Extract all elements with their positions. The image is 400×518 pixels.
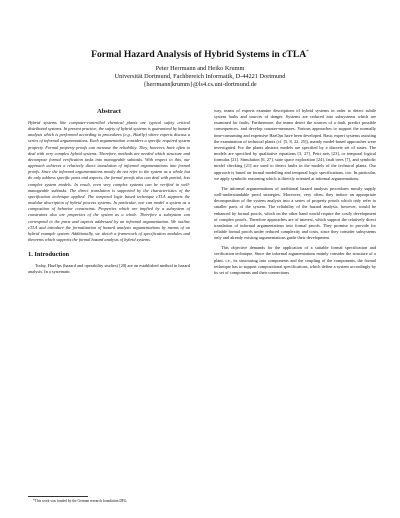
author-affiliation: Universität Dortmund, Fachbereich Informatik, D-44221 Dortmund (114, 73, 286, 81)
footnote-rule (28, 496, 88, 497)
right-column (214, 108, 376, 280)
introduction-paragraph: Today, HazOps (hazard and operability studies) [20] are an established method in hazard analysis. In a systematic (28, 263, 190, 275)
abstract-text: Hybrid systems like computer-controlled chemical plants are typical safety critical distributed systems. In present practice, the safety of hybrid systems is guaranteed by hazard analysis which is performed according to procedures (e.g., HazOp) where experts discuss a series of informal argumentations. Each argumentation considers a specific required system property. Formal property proofs can increase the reliability. They, however, have often to deal with very complex hybrid systems. Therefore, methods are needed which structure and decompose formal verification tasks into manageable subtasks. With respect to this, our approach achieves a relatively direct translation of informal argumentations into formal proofs. Since the informal argumentations mostly do not refer to the system as a whole but do only address specific parts and aspects, the formal proofs also can deal with partial, less complex system models. In result, even very complex systems can be verified in well-manageable subtasks. The direct translation is supported by the characteristics of the specification technique applied. The temporal logic based technique cTLA supports the modular description of hybrid process systems. In particular, one can model a system as a composition of behavior constraints. Properties which are implied by a subsystem of constraints also are properties of the system as a whole. Therefore a subsystem can correspond to the parts and aspects addressed by an informal argumentation. We outline cTLA and introduce the formalization of hazard analysis argumentations by means of an hybrid example system. Additionally, we sketch a framework of specification modules and theorems which supports the formal hazard analysis of hybrid systems. (28, 120, 190, 242)
author-names: Peter Herrmann and Heiko Krumm (155, 65, 245, 72)
title-footnote-mark: * (306, 49, 309, 55)
abstract-heading: Abstract (97, 108, 121, 115)
left-column (28, 108, 190, 279)
right-paragraph-3: This objective demands for the application of a suitable formal specification and verification technique. Since the informal argumentations mainly consider the structure of a plant, i.e., its structuring into components and the coupling of the components, the formal technique has to support compositional specifications, which define a system accordingly by its set of components and their connections (214, 245, 376, 275)
author-block (40, 65, 360, 89)
right-paragraph-1: way, teams of experts examine descriptions of hybrid systems in order to detect subtle system faults and sources of danger. Systems are reduced into subsystems which are examined for faults. Furthermore, the teams detect the sources of a fault, predict possible consequences, and develop counter-measures. Various approaches to support the normally time-consuming and expensive HazOps have been developed. Basic expert systems assisting the examination of technical plants (cf. [5, 8, 22, 25]), mainly model-based approaches were investigated. For the plants abstract models are specified by a discrete set of states. The models are specified by qualitative equations [3, 27], Petri nets [23], or temporal logical formulas [21]. Simulation [6, 27], state space exploration [24], fault trees [7], and symbolic model checking [21] are used to detect faults in the models of the technical plants. Our approach is based on formal modelling and temporal logic specifications, too. In particular, we apply symbolic reasoning which is directly oriented at informal argumentations. (214, 108, 376, 181)
introduction-heading: 1. Introduction (28, 251, 70, 259)
paper-title (40, 49, 360, 60)
paper-title-text: Formal Hazard Analysis of Hybrid Systems in cTLA (91, 49, 307, 61)
author-email: {herrmann|krumm}@ls4.cs.uni-dortmund.de (143, 81, 257, 89)
footnote: *This work was funded by the German research foundation DFG. (33, 499, 128, 503)
right-paragraph-2: The informal argumentations of traditional hazard analysis procedures mostly supply well-understandable proof strategies. Moreover, very often, they induce an appropriate decomposition of the system analysis into a series of property proofs which only refer to smaller parts of the system. The reliability of the hazard analysis, however, would be enhanced by formal proofs, which on the other hand would require the costly development of complex proofs. Therefore approaches are of interest, which support the relatively direct translation of informal argumentations into formal proofs. They promise to provide for reliable formal proofs under reduced complexity and costs, since they consider subsystems only and already existing argumentations guide their development. (214, 185, 376, 241)
